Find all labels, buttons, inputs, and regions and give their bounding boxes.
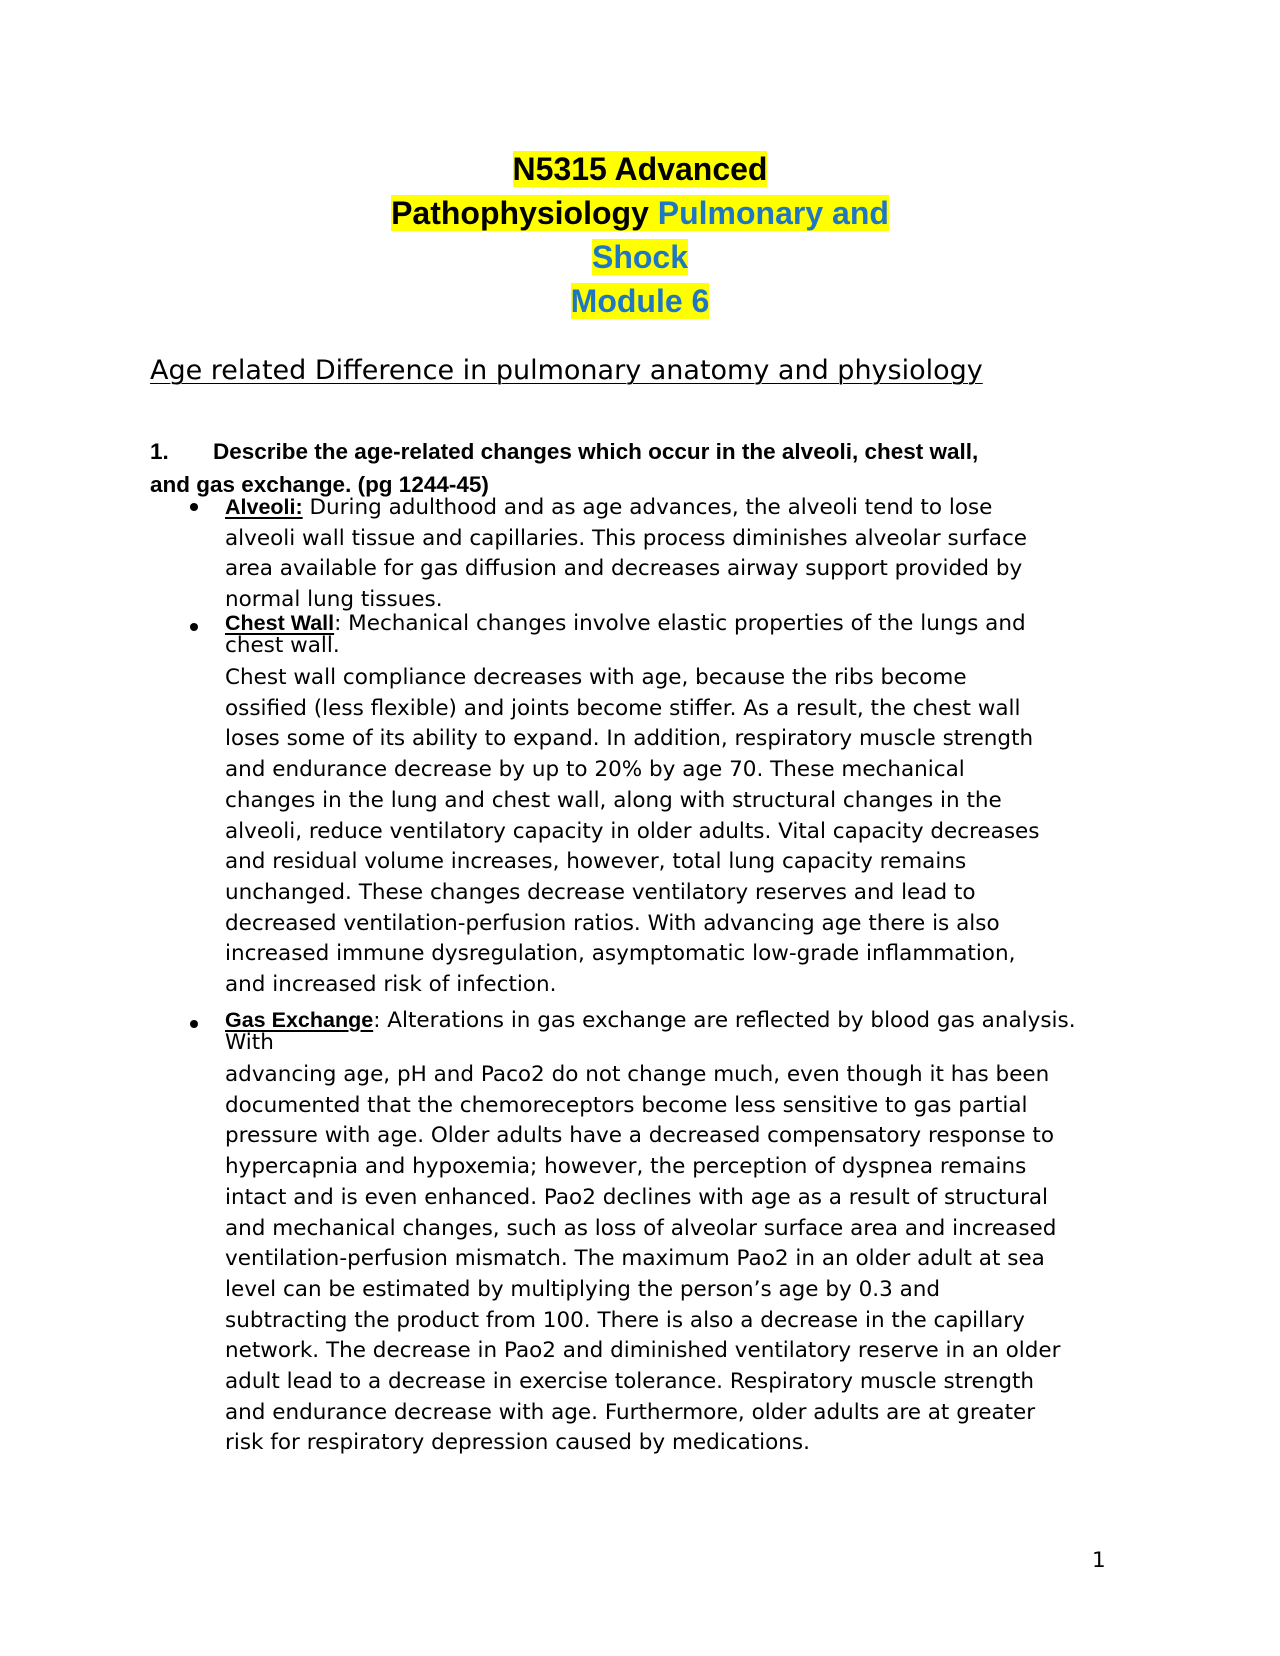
bullet-text-line: adult lead to a decrease in exercise tolerance. Respiratory muscle strength bbox=[225, 1369, 1035, 1395]
bullet-text-line: level can be estimated by multiplying the person’s age by 0.3 and bbox=[225, 1276, 941, 1302]
bullet-text: : Mechanical changes involve elastic properties of the lungs and bbox=[334, 611, 1026, 636]
title-line-4: Module 6 bbox=[570, 283, 710, 319]
title-line-3: Shock bbox=[591, 239, 689, 275]
bullet-text: During adulthood and as age advances, the alveoli tend to lose bbox=[302, 495, 993, 520]
page-number: 1 bbox=[1092, 1548, 1106, 1573]
bullet-text-line: documented that the chemoreceptors become less sensitive to gas partial bbox=[225, 1092, 1028, 1118]
title-line-2-blue: Pulmonary and bbox=[657, 195, 889, 231]
bullet-text-line: chest wall. bbox=[225, 633, 340, 658]
section-heading: Age related Difference in pulmonary anatomy and physiology bbox=[150, 355, 983, 386]
bullet-text-line: advancing age, pH and Paco2 do not change much, even though it has been bbox=[225, 1062, 1050, 1087]
bullet-text-line: alveoli, reduce ventilatory capacity in older adults. Vital capacity decreases bbox=[225, 818, 1040, 844]
bullet-text-line: Chest wall compliance decreases with age, because the ribs become bbox=[225, 665, 967, 690]
bullet-text-line: loses some of its ability to expand. In addition, respiratory muscle strength bbox=[225, 726, 1034, 752]
bullet-text-line: changes in the lung and chest wall, along with structural changes in the bbox=[225, 787, 1002, 813]
bullet-text-line: ossified (less flexible) and joints become stiffer. As a result, the chest wall bbox=[225, 695, 1021, 721]
bullet-text-line: pressure with age. Older adults have a decreased compensatory response to bbox=[225, 1123, 1055, 1149]
bullet-chest-wall bbox=[225, 612, 1145, 1001]
title-line-1: N5315 Advanced bbox=[512, 151, 768, 187]
bullet-text-line: hypercapnia and hypoxemia; however, the perception of dyspnea remains bbox=[225, 1154, 1027, 1180]
bullet-dot-icon bbox=[190, 503, 198, 511]
bullet-text-line: and increased risk of infection. bbox=[225, 972, 557, 998]
bullet-text-line: and endurance decrease by up to 20% by age 70. These mechanical bbox=[225, 757, 965, 783]
bullet-text-line: With bbox=[225, 1030, 274, 1055]
bullet-text-line: network. The decrease in Pao2 and diminished ventilatory reserve in an older bbox=[225, 1338, 1061, 1364]
question-number: 1. bbox=[150, 439, 169, 464]
question-text-line-2: and gas exchange. (pg 1244-45) bbox=[150, 472, 489, 497]
bullet-alveoli bbox=[225, 492, 1145, 616]
bullet-text-line: and endurance decrease with age. Furthermore, older adults are at greater bbox=[225, 1399, 1036, 1425]
bullet-term: Alveoli: bbox=[225, 495, 303, 519]
bullet-text-line: increased immune dysregulation, asymptomatic low-grade inflammation, bbox=[225, 941, 1016, 967]
document-title bbox=[0, 147, 1280, 323]
question-text-line-1: Describe the age-related changes which occur in the alveoli, chest wall, bbox=[213, 439, 979, 464]
bullet-text: : Alterations in gas exchange are reflected by blood gas analysis. bbox=[373, 1008, 1076, 1033]
bullet-text-line: area available for gas diffusion and decreases airway support provided by bbox=[225, 556, 1023, 582]
bullet-dot-icon bbox=[190, 623, 198, 631]
bullet-text-line: subtracting the product from 100. There is also a decrease in the capillary bbox=[225, 1307, 1025, 1333]
bullet-gas-exchange bbox=[225, 1009, 1155, 1459]
bullet-text-line: unchanged. These changes decrease ventilatory reserves and lead to bbox=[225, 879, 976, 905]
bullet-text-line: risk for respiratory depression caused by medications. bbox=[225, 1430, 810, 1456]
title-line-2-black: Pathophysiology bbox=[391, 195, 649, 231]
bullet-text-line: decreased ventilation-perfusion ratios. With advancing age there is also bbox=[225, 910, 1000, 936]
bullet-term: Gas Exchange bbox=[225, 1008, 374, 1032]
bullet-text-line: ventilation-perfusion mismatch. The maximum Pao2 in an older adult at sea bbox=[225, 1246, 1045, 1272]
bullet-term: Chest Wall bbox=[225, 611, 335, 635]
bullet-text-line: alveoli wall tissue and capillaries. This process diminishes alveolar surface bbox=[225, 525, 1027, 551]
bullet-text-line: and mechanical changes, such as loss of alveolar surface area and increased bbox=[225, 1215, 1057, 1241]
bullet-text-line: normal lung tissues. bbox=[225, 587, 443, 613]
bullet-text-line: intact and is even enhanced. Pao2 declines with age as a result of structural bbox=[225, 1184, 1048, 1210]
bullet-dot-icon bbox=[190, 1020, 198, 1028]
bullet-text-line: and residual volume increases, however, total lung capacity remains bbox=[225, 849, 967, 875]
